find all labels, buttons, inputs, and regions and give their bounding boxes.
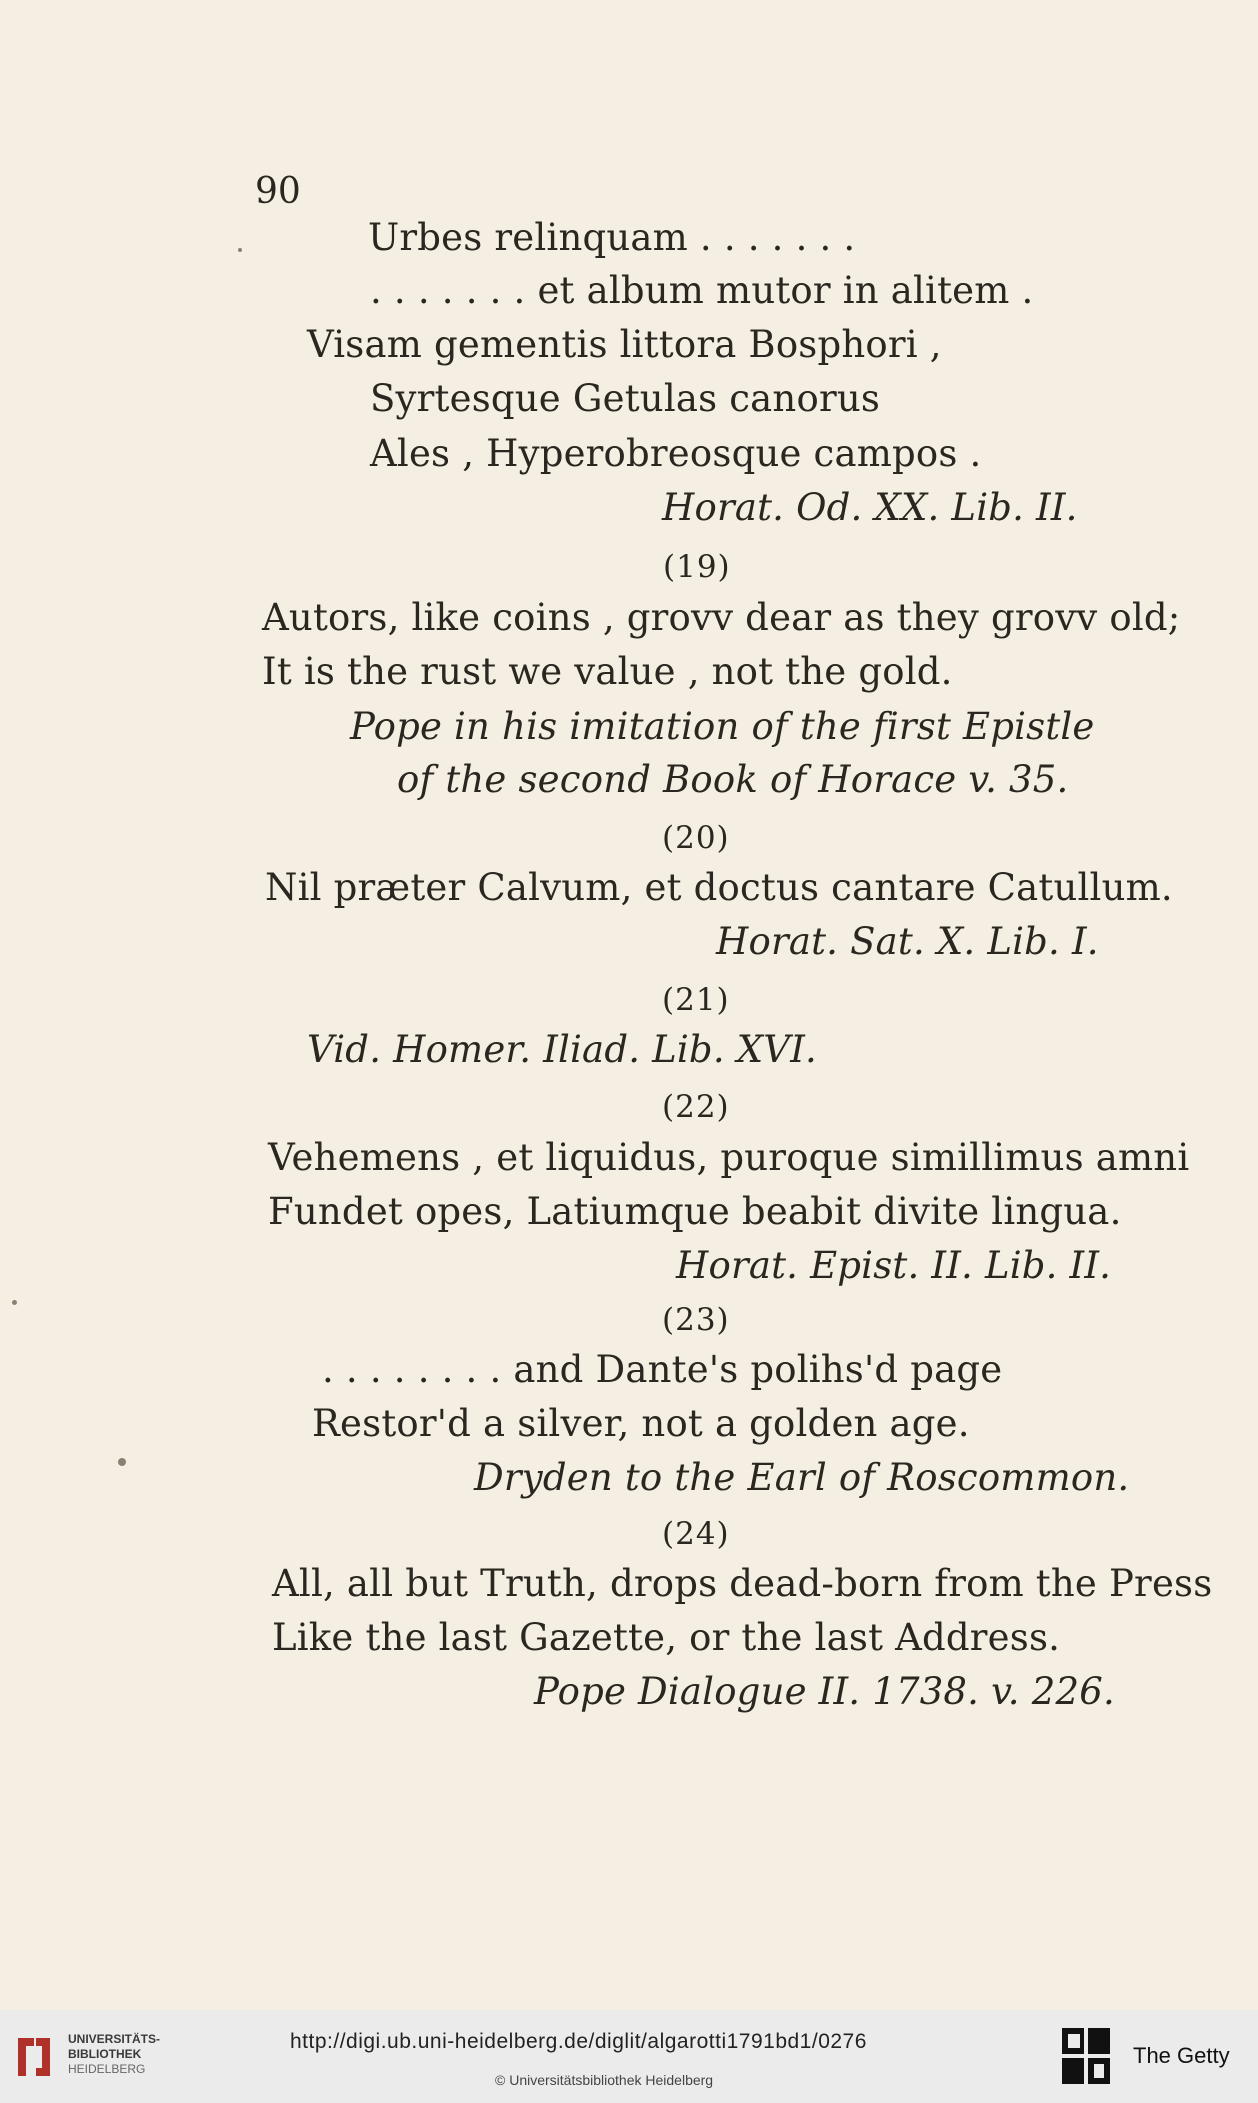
note-number: (22)	[662, 1089, 730, 1125]
logo-line: UNIVERSITÄTS-	[68, 2032, 161, 2046]
logo-line: BIBLIOTHEK	[68, 2047, 142, 2061]
text-line: Syrtesque Getulas canorus	[370, 377, 881, 420]
paper-spot	[118, 1458, 126, 1466]
text-line: Autors, like coins , grovv dear as they grovv old;	[262, 596, 1181, 639]
text-line: Visam gementis littora Bosphori ,	[307, 323, 942, 366]
university-library-name	[68, 2032, 160, 2077]
text-line: Nil præter Calvum, et doctus cantare Catullum.	[265, 866, 1173, 909]
note-number: (20)	[662, 820, 730, 856]
note-number: (19)	[663, 549, 731, 585]
paper-spot	[238, 248, 242, 252]
citation: Horat. Epist. II. Lib. II.	[676, 1244, 1112, 1287]
text-line: It is the rust we value , not the gold.	[262, 650, 953, 693]
text-line: Fundet opes, Latiumque beabit divite lingua.	[268, 1190, 1122, 1233]
page-number: 90	[255, 171, 301, 212]
university-library-logo-icon	[14, 2032, 54, 2082]
text-line: . . . . . . . . and Dante's polihs'd page	[322, 1348, 1003, 1391]
getty-logo-icon	[1060, 2026, 1112, 2088]
citation: of the second Book of Horace v. 35.	[397, 758, 1069, 801]
text-line: Restor'd a silver, not a golden age.	[312, 1402, 970, 1445]
text-line: . . . . . . . et album mutor in alitem .	[370, 269, 1034, 312]
logo-line: HEIDELBERG	[68, 2062, 146, 2076]
text-line: Vehemens , et liquidus, puroque simillimus amni	[268, 1136, 1190, 1179]
getty-name: The Getty	[1133, 2043, 1230, 2068]
viewer-footer	[0, 2010, 1258, 2103]
note-number: (24)	[662, 1516, 730, 1552]
paper-spot	[12, 1300, 17, 1305]
note-number: (21)	[662, 982, 730, 1018]
citation: Horat. Od. XX. Lib. II.	[662, 486, 1078, 529]
text-line: Ales , Hyperobreosque campos .	[370, 432, 982, 475]
text-line: Like the last Gazette, or the last Address.	[272, 1616, 1061, 1659]
note-number: (23)	[662, 1302, 730, 1338]
citation: Dryden to the Earl of Roscommon.	[474, 1456, 1130, 1499]
permalink-url[interactable]: http://digi.ub.uni-heidelberg.de/diglit/algarotti1791bd1/0276	[290, 2030, 867, 2053]
citation: Pope in his imitation of the first Epistle	[350, 705, 1095, 748]
citation: Horat. Sat. X. Lib. I.	[716, 920, 1099, 963]
citation: Vid. Homer. Iliad. Lib. XVI.	[307, 1028, 817, 1071]
text-line: Urbes relinquam . . . . . . .	[368, 216, 856, 259]
citation: Pope Dialogue II. 1738. v. 226.	[534, 1670, 1115, 1713]
copyright-notice: © Universitätsbibliothek Heidelberg	[495, 2072, 714, 2088]
text-line: All, all but Truth, drops dead-born from the Press	[272, 1562, 1213, 1605]
